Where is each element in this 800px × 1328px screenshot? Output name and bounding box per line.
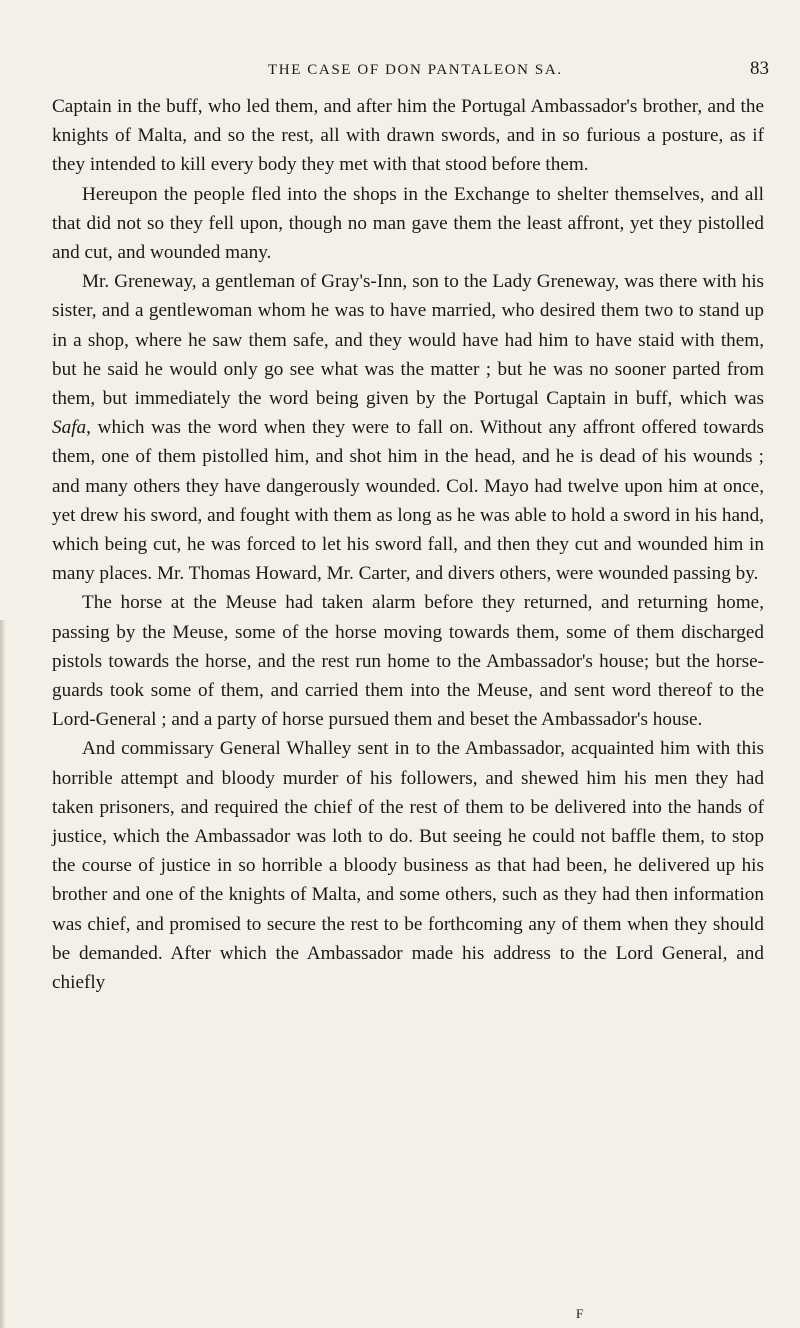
body-text: [52, 92, 764, 997]
running-head: THE CASE OF DON PANTALEON SA.: [268, 62, 563, 78]
page-gutter-shadow: [0, 620, 6, 1328]
paragraph: Mr. Greneway, a gentleman of Gray's-Inn, son to the Lady Greneway, was there with his sister, and a gentlewoman whom he was to have married, who desired them two to stand up in a shop, where he saw them safe, and they would have had him to have staid with them, but he said he would only go see what was the matter ; but he was no sooner parted from them, but immediately the word being given by the Portugal Captain in buff, which was Safa, which was the word when they were to fall on. Without any affront offered towards them, one of them pistolled him, and shot him in the head, and he is dead of his wounds ; and many others they have dangerously wounded. Col. Mayo had twelve upon him at once, yet drew his sword, and fought with them as long as he was able to hold a sword in his hand, which being cut, he was forced to let his sword fall, and then they cut and wounded him in many places. Mr. Thomas Howard, Mr. Carter, and divers others, were wounded passing by.: [52, 271, 764, 585]
watchword: Safa: [52, 417, 87, 439]
paragraph: The horse at the Meuse had taken alarm before they returned, and returning home, passing by the Meuse, some of the horse moving towards them, some of them discharged pistols towards the horse, and the rest run home to the Ambassador's house; but the horse-guards took some of them, and carried them into the Meuse, and sent word thereof to the Lord-General ; and a party of horse pursued them and beset the Ambassador's house.: [52, 592, 764, 731]
paragraph: Hereupon the people fled into the shops in the Exchange to shelter themselves, and all that did not so they fell upon, though no man gave them the least affront, yet they pistolled and cut, and wounded many.: [52, 183, 764, 264]
paragraph: Captain in the buff, who led them, and after him the Portugal Ambassador's brother, and the knights of Malta, and so the rest, all with drawn swords, and in so furious a posture, as if they intended to kill every body they met with that stood before them.: [52, 96, 764, 176]
signature-mark: F: [576, 1306, 584, 1321]
page-number: 83: [750, 58, 769, 79]
paragraph: And commissary General Whalley sent in to the Ambassador, acquainted him with this horrible attempt and bloody murder of his followers, and shewed him his men they had taken prisoners, and required the chief of the rest of them to be delivered into the hands of justice, which the Ambassador was loth to do. But seeing he could not baffle them, to stop the course of justice in so horrible a bloody business as that had been, he delivered up his brother and one of the knights of Malta, and some others, such as they had then information was chief, and promised to secure the rest to be forthcoming any of them when they should be demanded. After which the Ambassador made his address to the Lord General, and chiefly: [52, 738, 764, 994]
